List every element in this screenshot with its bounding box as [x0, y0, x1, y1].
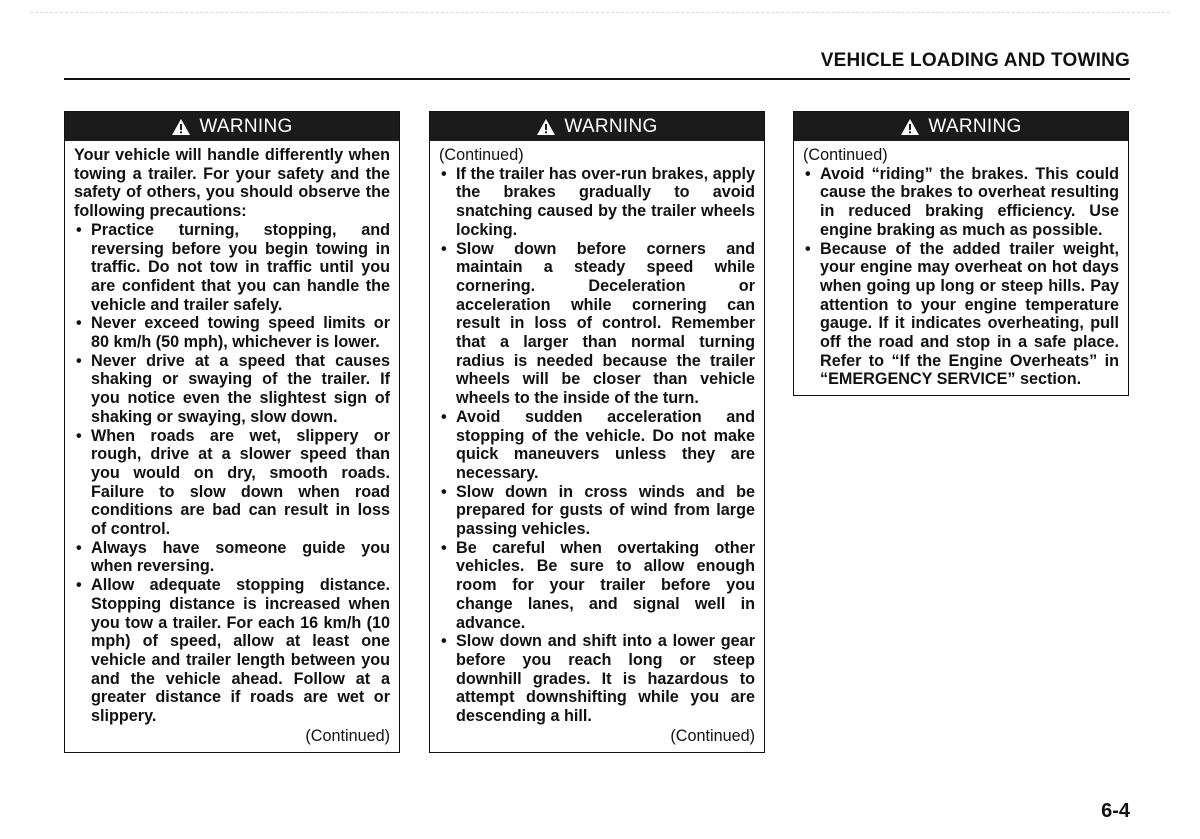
warning-box-1 [64, 111, 400, 753]
list-item: • Never exceed towing speed limits or 80 km/h (50 mph), whichever is lower. [74, 314, 390, 351]
continued-label: (Continued) [305, 726, 390, 745]
continued-label: (Continued) [803, 146, 888, 164]
warning-triangle-icon [536, 118, 556, 136]
list-item: • Be careful when overtaking other vehicles. Be sure to allow enough room for your trailer before you change lanes, and signal well in advance. [439, 539, 755, 633]
list-item: • Always have someone guide you when reversing. [74, 539, 390, 576]
list-item: • Slow down in cross winds and be prepared for gusts of wind from large passing vehicles. [439, 483, 755, 539]
warning-title: WARNING [928, 115, 1022, 137]
header-rule [64, 78, 1130, 80]
list-item: • Slow down and shift into a lower gear before you reach long or steep downhill grades. It is hazardous to attempt downshifting while you are descending a hill. [439, 632, 755, 726]
list-item: • When roads are wet, slippery or rough, drive at a slower speed than you would on dry, smooth roads. Failure to slow down when road conditions are bad can result in loss of control. [74, 427, 390, 539]
warning-triangle-icon [900, 118, 920, 136]
warning-header [430, 112, 764, 141]
list-item: • If the trailer has over-run brakes, apply the brakes gradually to avoid snatching caused by the trailer wheels locking. [439, 165, 755, 240]
page-number: 6-4 [1101, 800, 1130, 822]
continued-label: (Continued) [670, 726, 755, 745]
warning-triangle-icon [171, 118, 191, 136]
list-item: • Allow adequate stopping distance. Stopping distance is increased when you tow a trailer. For each 16 km/h (10 mph) of speed, allow at least one vehicle and trailer length between you and the vehicle ahead. Follow at a greater distance if roads are wet or slippery. [74, 576, 390, 726]
list-item: • Avoid “riding” the brakes. This could cause the brakes to overheat resulting in reduced braking efficiency. Use engine braking as much as possible. [803, 165, 1119, 240]
list-item: • Slow down before corners and maintain a steady speed while cornering. Deceleration or acceleration while cornering can result in loss of control. Remember that a larger than normal turning radius is needed because the trailer wheels will be closer than vehicle wheels to the inside of the turn. [439, 240, 755, 408]
warning-box-3 [793, 111, 1129, 396]
warning-header [65, 112, 399, 141]
warning-box-2 [429, 111, 765, 753]
warning-title: WARNING [564, 115, 658, 137]
list-item: • Because of the added trailer weight, your engine may overheat on hot days when going up long or steep hills. Pay attention to your engine temperature gauge. If it indicates overheating, pull off the road and stop in a safe place. Refer to “If the Engine Overheats” in “EMERGENCY SERVICE” section. [803, 240, 1119, 390]
section-title: VEHICLE LOADING AND TOWING [820, 50, 1130, 71]
warning-title: WARNING [199, 115, 293, 137]
continued-label: (Continued) [439, 146, 524, 164]
list-item: • Never drive at a speed that causes shaking or swaying of the trailer. If you notice even the slightest sign of shaking or swaying, slow down. [74, 352, 390, 427]
warning-intro: Your vehicle will handle differently when towing a trailer. For your safety and the safety of others, you should observe the following precautions: [74, 146, 390, 221]
scan-artifact-line [30, 12, 1170, 13]
warning-header [794, 112, 1128, 141]
list-item: • Avoid sudden acceleration and stopping of the vehicle. Do not make quick maneuvers unless they are necessary. [439, 408, 755, 483]
list-item: • Practice turning, stopping, and reversing before you begin towing in traffic. Do not tow in traffic until you are confident that you can handle the vehicle and trailer safely. [74, 221, 390, 315]
